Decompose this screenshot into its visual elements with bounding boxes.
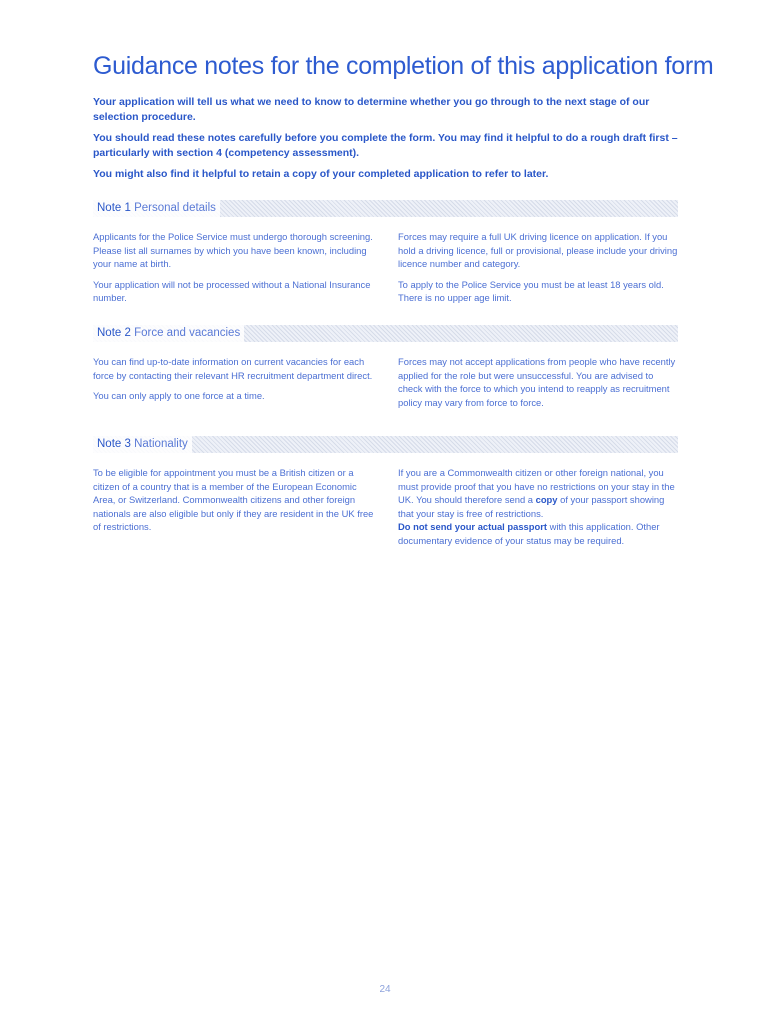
note-1-header — [93, 200, 678, 217]
note-3-label — [93, 436, 192, 453]
text-span: If you are a Commonwealth citizen or other foreign national, you must provide proof that you have no restrictions on your stay in the UK. You should therefore send a — [398, 467, 675, 505]
note-2-left-column — [93, 355, 375, 410]
intro-paragraph-1: Your application will tell us what we need to know to determine whether you go through to the next stage of our selection procedure. — [93, 96, 650, 123]
note-1-right-paragraph: Forces may require a full UK driving licence on application. If you hold a driving licence, full or provisional, please include your driving licence number and category. — [398, 231, 678, 269]
note-2-right-column — [398, 355, 680, 416]
note-2-right-paragraph: Forces may not accept applications from people who have recently applied for the role but were unsuccessful. You are advised to check with the force to which you intend to reapply as recruitment policy may vary from force to force. — [398, 356, 676, 408]
intro — [93, 95, 683, 188]
note-1-left-column — [93, 230, 375, 312]
note-1-name: Personal details — [134, 202, 216, 214]
page-title: Guidance notes for the completion of this application form — [93, 52, 714, 80]
emphasis-copy: copy — [535, 494, 558, 505]
note-2-header — [93, 325, 678, 342]
note-2-label — [93, 325, 244, 342]
note-1-right-paragraph: To apply to the Police Service you must be at least 18 years old. There is no upper age limit. — [398, 278, 664, 303]
note-1-left-paragraph: Applicants for the Police Service must undergo thorough screening. Please list all surnames by which you have been known, including your name at birth. — [93, 231, 373, 269]
note-1-number: Note 1 — [97, 202, 131, 214]
text-span: with this application. Other documentary evidence of your status may be required. — [398, 521, 660, 546]
note-3-name: Nationality — [134, 438, 188, 450]
note-3-left-column — [93, 466, 375, 541]
note-3-right-paragraph — [398, 466, 680, 547]
note-2-name: Force and vacancies — [134, 327, 241, 339]
note-3-header — [93, 436, 678, 453]
note-1-label — [93, 200, 220, 217]
note-1-right-column — [398, 230, 680, 312]
intro-paragraph-2: You should read these notes carefully before you complete the form. You may find it helpful to do a rough draft first – particularly with section 4 (competency assessment). — [93, 132, 678, 159]
note-3-left-paragraph: To be eligible for appointment you must be a British citizen or a citizen of a country that is a member of the European Economic Area, or Switzerland. Commonwealth citizens and other foreign nationals are also eligible but only if they are resident in the UK free of restrictions. — [93, 467, 374, 532]
page-number: 24 — [379, 984, 391, 995]
note-2-left-paragraph: You can find up-to-date information on current vacancies for each force by contacting their relevant HR recruitment department direct. — [93, 356, 373, 381]
note-3-number: Note 3 — [97, 438, 131, 450]
note-2-number: Note 2 — [97, 327, 131, 339]
emphasis-do-not-send: Do not send your actual passport — [398, 521, 547, 532]
intro-paragraph-3: You might also find it helpful to retain a copy of your completed application to refer to later. — [93, 168, 549, 180]
note-1-left-paragraph: Your application will not be processed without a National Insurance number. — [93, 278, 371, 303]
note-3-right-column — [398, 466, 680, 554]
text-span: of your passport showing that your stay is free of restrictions. — [398, 494, 665, 519]
note-2-left-paragraph: You can only apply to one force at a time. — [93, 390, 265, 401]
